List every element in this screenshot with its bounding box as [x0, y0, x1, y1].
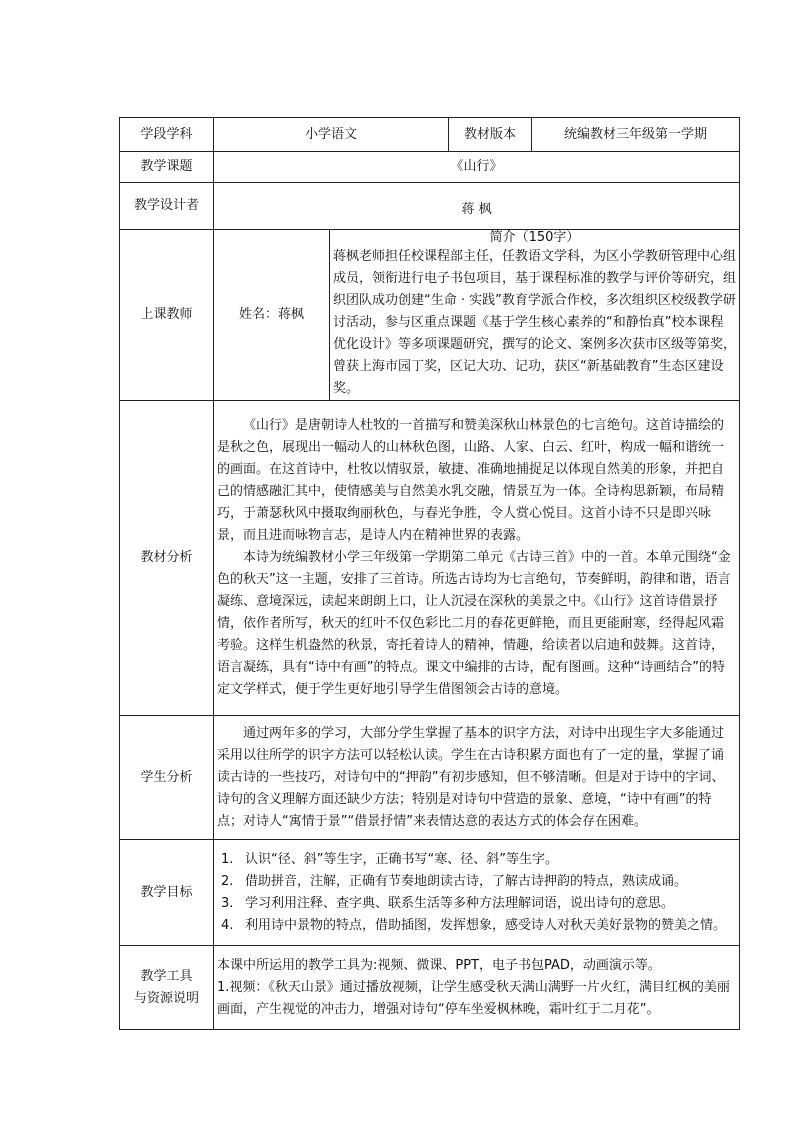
goal-number: 1. — [221, 851, 234, 867]
goal-number: 3. — [221, 895, 234, 911]
material-content — [214, 401, 740, 716]
teacher-row — [120, 230, 740, 401]
tools-label — [120, 946, 214, 1030]
edition-label: 教材版本 — [449, 118, 532, 152]
designer-value: 蒋 枫 — [214, 183, 740, 230]
goal-item — [217, 849, 736, 871]
goals-content — [214, 840, 740, 946]
material-label: 教材分析 — [120, 401, 214, 716]
material-paragraph-1: 《山行》是唐朝诗人杜牧的一首描写和赞美深秋山林景色的七言绝句。这首诗描绘的是秋之色，展现出一幅动人的山林秋色图，山路、人家、白云、红叶，构成一幅和谐统一的画面。在这首诗中，杜牧以情驭景，敏捷、准确地捕捉足以体现自然美的形象，并把自己的情感融汇其中，使情感美与自然美水乳交融，情景互为一体。全诗构思新颖，布局精巧，于萧瑟秋风中摄取绚丽秋色，与春光争胜，令人赏心悦目。这首小诗不只是即兴咏景，而且进而咏物言志，是诗人内在精神世界的表露。 — [217, 418, 725, 543]
goal-text: 利用诗中景物的特点，借助插图，发挥想象，感受诗人对秋天美好景物的赞美之情。 — [245, 917, 727, 933]
edition-value: 统编教材三年级第一学期 — [532, 118, 740, 152]
subject-value: 小学语文 — [214, 118, 449, 152]
topic-label: 教学课题 — [120, 152, 214, 183]
material-paragraph-2: 本诗为统编教材小学三年级第一学期第二单元《古诗三首》中的一首。本单元围绕“金色的秋天”这一主题，安排了三首诗。所选古诗均为七言绝句，节奏鲜明，韵律和谐，语言凝练、意境深远，读起来朗朗上口，让人沉浸在深秋的美景之中。《山行》这首诗借景抒情，依作者所写，秋天的红叶不仅色彩比二月的春花更鲜艳，而且更能耐寒，经得起风霜考验。这样生机盎然的秋景，寄托着诗人的精神，情趣，给读者以启迪和鼓舞。这首诗，语言凝练，具有“诗中有画”的特点。课文中编排的古诗，配有图画。这种“诗画结合”的特定文学样式，便于学生更好地引导学生借图领会古诗的意境。 — [217, 550, 731, 697]
goal-number: 2. — [221, 873, 234, 889]
student-label: 学生分析 — [120, 716, 214, 840]
designer-label: 教学设计者 — [120, 183, 214, 230]
lesson-plan-table — [119, 117, 740, 1030]
tools-label-line-2: 与资源说明 — [133, 990, 199, 1006]
designer-row — [120, 183, 740, 230]
subject-label: 学段学科 — [120, 118, 214, 152]
intro-text: 蒋枫老师担任校课程部主任，任教语文学科，为区小学教研管理中心组成员，领衔进行电子书包项目，基于课程标准的教学与评价等研究，组织团队成功创建“生命 · 实践”教育学派合作校，多次组织区校级教学研讨活动，参与区重点课题《基于学生核心素养的“和静怡真”校本课程优化设计》等多项课题研究，撰写的论文、案例多次获市区级等第奖，曾获上海市园丁奖，区记大功、记功，获区“新基础教育”生态区建设奖。 — [333, 249, 737, 396]
topic-row — [120, 152, 740, 183]
goals-list — [217, 849, 736, 937]
student-row — [120, 716, 740, 840]
goal-item — [217, 871, 736, 893]
intro-title: 简介（150字） — [489, 230, 580, 245]
header-row — [120, 118, 740, 152]
goal-item — [217, 893, 736, 915]
material-row — [120, 401, 740, 716]
teacher-label: 上课教师 — [120, 230, 214, 401]
goals-label: 教学目标 — [120, 840, 214, 946]
teacher-name: 姓名：蒋枫 — [214, 230, 330, 401]
tools-label-line-1: 教学工具 — [140, 968, 193, 984]
goal-text: 借助拼音，注解，正确有节奏地朗读古诗，了解古诗押韵的特点，熟读成诵。 — [245, 873, 688, 889]
tools-row — [120, 946, 740, 1030]
goal-text: 学习利用注释、查字典、联系生活等多种方法理解词语，说出诗句的意思。 — [245, 895, 675, 911]
teacher-intro-cell — [330, 230, 740, 401]
goal-item — [217, 915, 736, 937]
topic-value: 《山行》 — [214, 152, 740, 183]
tools-line-1: 本课中所运用的教学工具为:视频、微课、PPT，电子书包PAD，动画演示等。 — [217, 957, 661, 973]
goals-row — [120, 840, 740, 946]
tools-line-2: 1.视频：《秋天山景》通过播放视频，让学生感受秋天满山满野一片火红，满目红枫的美丽画面，产生视觉的冲击力，增强对诗句“停车坐爱枫林晚，霜叶红于二月花”。 — [217, 979, 730, 1017]
student-content — [214, 716, 740, 840]
student-text: 通过两年多的学习，大部分学生掌握了基本的识字方法，对诗中出现生字大多能通过采用以往所学的识字方法可以轻松认读。学生在古诗积累方面也有了一定的量，掌握了诵读古诗的一些技巧，对诗句中的“押韵”有初步感知，但不够清晰。但是对于诗中的字词、诗句的含义理解方面还缺少方法；特别是对诗句中营造的景象、意境，“诗中有画”的特点；对诗人“寓情于景”“借景抒情”来表情达意的表达方式的体会存在困难。 — [217, 725, 725, 829]
tools-content — [214, 946, 740, 1030]
goal-text: 认识“径、斜”等生字，正确书写“寒、径、斜”等生字。 — [245, 851, 558, 867]
goal-number: 4. — [221, 917, 234, 933]
